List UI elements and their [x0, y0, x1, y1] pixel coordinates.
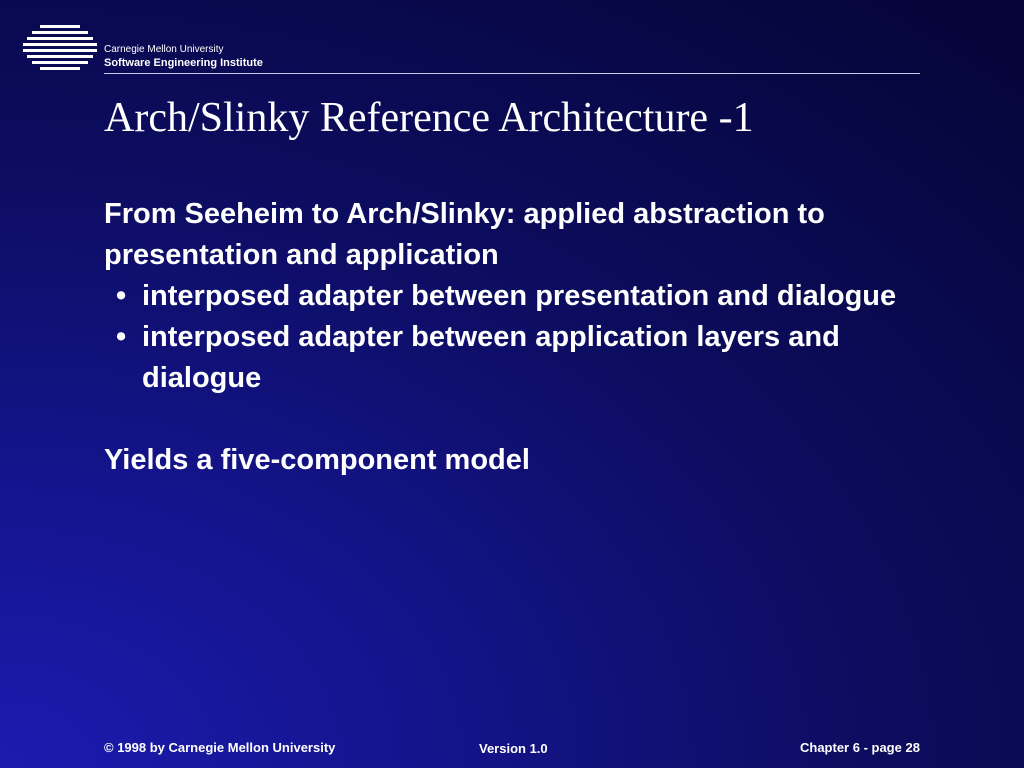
- bullet-icon: •: [116, 321, 127, 353]
- header-divider: [104, 73, 920, 74]
- footer-page-number: Chapter 6 - page 28: [800, 740, 920, 755]
- org-institute-name: Software Engineering Institute: [104, 57, 263, 69]
- bullet-text: interposed adapter between presentation and dialogue: [142, 280, 897, 312]
- slide-body: [104, 194, 924, 481]
- bullet-icon: •: [116, 280, 127, 312]
- bullet-item: [104, 317, 924, 399]
- bullet-item: [104, 276, 924, 317]
- slide-title: Arch/Slinky Reference Architecture -1: [104, 95, 754, 141]
- sei-logo-icon: [22, 24, 98, 72]
- spacer: [104, 399, 924, 440]
- conclusion-text: Yields a five-component model: [104, 444, 530, 476]
- org-university-name: Carnegie Mellon University: [104, 44, 224, 55]
- footer-version: Version 1.0: [479, 741, 548, 756]
- footer-copyright: © 1998 by Carnegie Mellon University: [104, 740, 336, 755]
- intro-text: From Seeheim to Arch/Slinky: applied abstraction to presentation and application: [104, 198, 825, 271]
- bullet-list: [104, 276, 924, 399]
- bullet-text: interposed adapter between application layers and dialogue: [142, 321, 840, 394]
